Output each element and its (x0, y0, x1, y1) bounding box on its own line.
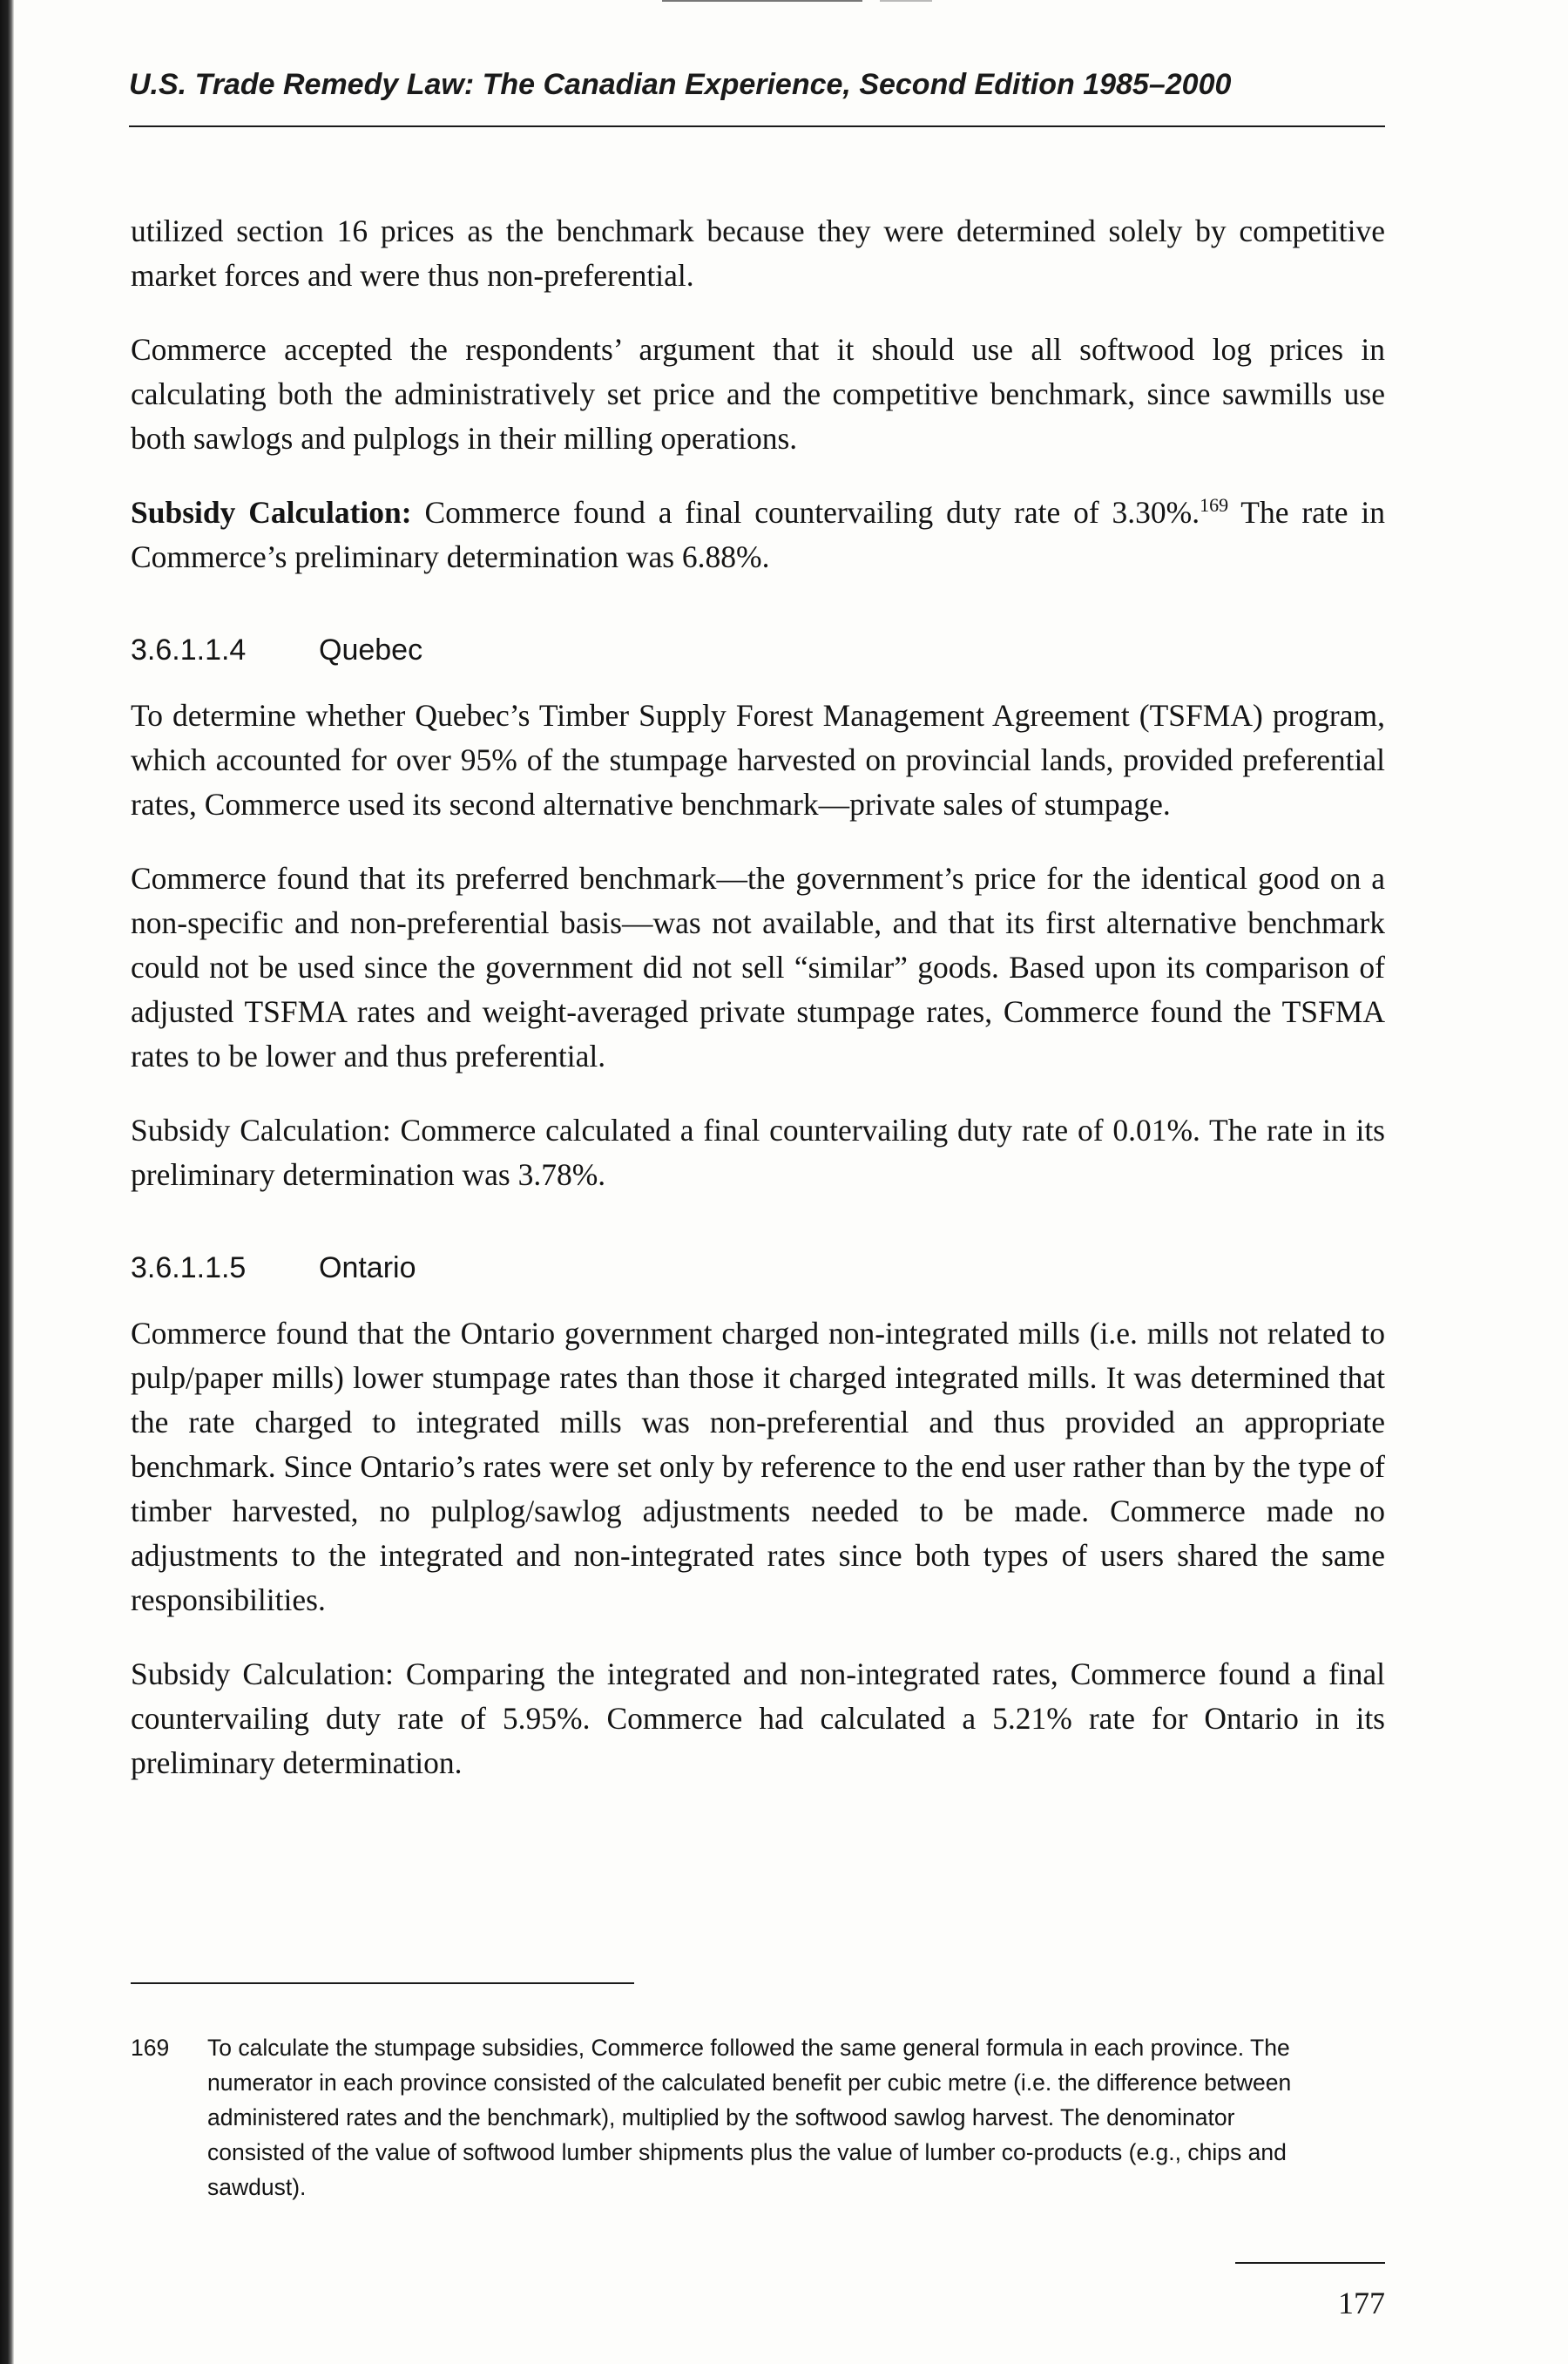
footnote (131, 2030, 1298, 2205)
section-number: 3.6.1.1.5 (131, 1251, 247, 1284)
paragraph: To determine whether Quebec’s Timber Supply Forest Management Agreement (TSFMA) program, which accounted for over 95% of the stumpage harvested on provincial lands, provided preferential rates, Commerce used its second alternative benchmark—private sales of stumpage. (131, 698, 1385, 822)
scan-speckle (662, 0, 862, 2)
subsidy-calculation-paragraph: Subsidy Calculation: Comparing the integrated and non-integrated rates, Commerce found a final countervailing duty rate of 5.95%. Commerce had calculated a 5.21% rate for Ontario in its preliminary determination. (131, 1656, 1385, 1780)
page-number: 177 (1338, 2286, 1385, 2320)
scan-binding-edge (0, 0, 14, 2364)
paragraph-text: The rate in Commerce’s preliminary determination was 6.88%. (131, 495, 1385, 574)
running-header: U.S. Trade Remedy Law: The Canadian Experience, Second Edition 1985–2000 (129, 68, 1232, 101)
scan-speckle (880, 0, 932, 2)
footnote-number: 169 (131, 2035, 170, 2061)
section-heading-quebec (131, 633, 1385, 667)
section-title: Quebec (319, 633, 423, 667)
footnote-text: To calculate the stumpage subsidies, Commerce followed the same general formula in each province. The numerator in each province consisted of the calculated benefit per cubic metre (i.e. the difference between administered rates and the benchmark), multiplied by the softwood sawlog harvest. The denominator consisted of the value of softwood lumber shipments plus the value of lumber co-products (e.g., chips and sawdust). (207, 2035, 1292, 2200)
subsidy-calculation-label: Subsidy Calculation: (131, 495, 412, 530)
section-title: Ontario (319, 1251, 416, 1284)
subsidy-calculation-paragraph (131, 491, 1385, 579)
header-rule (129, 125, 1385, 127)
paragraph: Commerce accepted the respondents’ argument that it should use all softwood log prices in calculating both the administratively set price and the competitive benchmark, since sawmills use both sawlogs and pulplogs in their milling operations. (131, 332, 1385, 456)
section-number: 3.6.1.1.4 (131, 633, 247, 667)
footnote-rule (131, 1982, 634, 1984)
body-text (131, 209, 1385, 1815)
section-heading-ontario (131, 1251, 1385, 1285)
paragraph: utilized section 16 prices as the benchmark because they were determined solely by competitive market forces and were thus non-preferential. (131, 213, 1385, 293)
paragraph: Commerce found that its preferred benchmark—the government’s price for the identical good on a non-specific and non-preferential basis—was not available, and that its first alternative benchmark could not be used since the government did not sell “similar” goods. Based upon its comparison of adjusted TSFMA rates and weight-averaged private stumpage rates, Commerce found the TSFMA rates to be lower and thus preferential. (131, 861, 1385, 1074)
footnote-reference[interactable]: 169 (1200, 494, 1229, 517)
subsidy-calculation-paragraph: Subsidy Calculation: Commerce calculated a final countervailing duty rate of 0.01%. The rate in its preliminary determination was 3.78%. (131, 1113, 1385, 1192)
page-number-rule (1235, 2262, 1385, 2264)
paragraph-text: Commerce found a final countervailing duty rate of 3.30%. (411, 495, 1200, 530)
paragraph: Commerce found that the Ontario government charged non-integrated mills (i.e. mills not related to pulp/paper mills) lower stumpage rates than those it charged integrated mills. It was determined that the rate charged to integrated mills was non-preferential and thus provided an appropriate benchmark. Since Ontario’s rates were set only by reference to the end user rather than by the type of timber harvested, no pulplog/sawlog adjustments needed to be made. Commerce made no adjustments to the integrated and non-integrated rates since both types of users shared the same responsibilities. (131, 1316, 1385, 1617)
